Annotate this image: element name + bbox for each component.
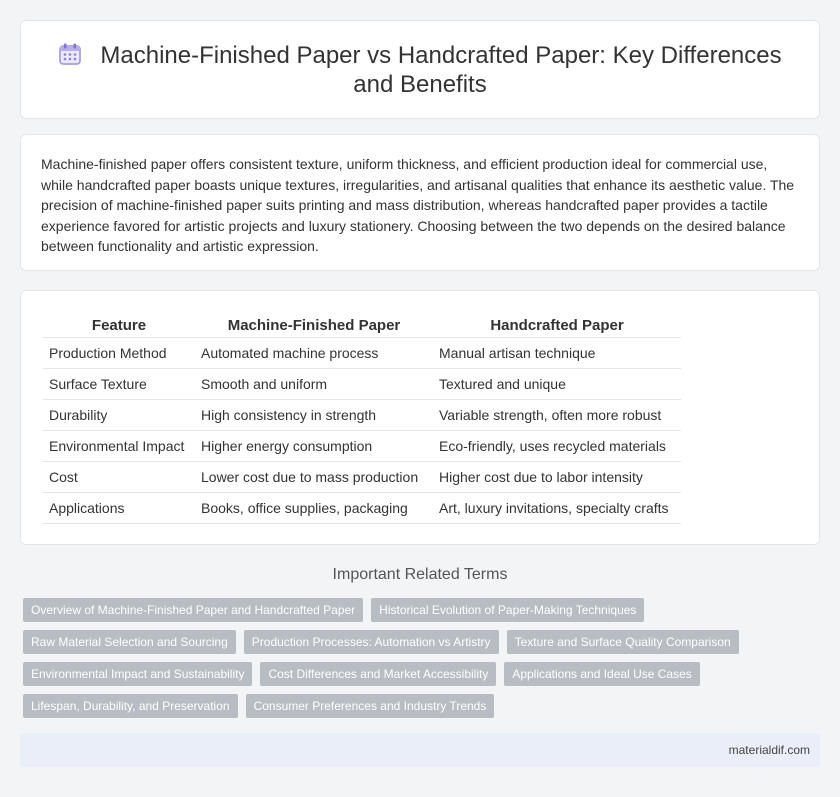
related-term-tag[interactable]: Texture and Surface Quality Comparison xyxy=(507,630,739,654)
table-row xyxy=(43,337,681,368)
related-term-tag[interactable]: Environmental Impact and Sustainability xyxy=(23,662,252,686)
related-term-tag[interactable]: Cost Differences and Market Accessibility xyxy=(260,662,496,686)
table-cell: Production Method xyxy=(43,337,195,368)
tag-row xyxy=(23,630,823,654)
table-row xyxy=(43,492,681,523)
table-cell: Variable strength, often more robust xyxy=(433,399,681,430)
comparison-table xyxy=(43,313,681,524)
tag-row xyxy=(23,694,823,718)
table-cell: Manual artisan technique xyxy=(433,337,681,368)
table-cell: Smooth and uniform xyxy=(195,368,433,399)
table-row xyxy=(43,368,681,399)
related-term-tag[interactable]: Consumer Preferences and Industry Trends xyxy=(246,694,495,718)
table-cell: Art, luxury invitations, specialty crafts xyxy=(433,492,681,523)
table-cell: Automated machine process xyxy=(195,337,433,368)
table-cell: Lower cost due to mass production xyxy=(195,461,433,492)
related-terms-title: Important Related Terms xyxy=(332,566,508,583)
table-cell: Surface Texture xyxy=(43,368,195,399)
column-header: Handcrafted Paper xyxy=(433,313,681,337)
table-header-row xyxy=(43,313,681,337)
related-term-tag[interactable]: Production Processes: Automation vs Artistry xyxy=(244,630,499,654)
table-cell: High consistency in strength xyxy=(195,399,433,430)
related-term-tag[interactable]: Raw Material Selection and Sourcing xyxy=(23,630,236,654)
table-cell: Higher cost due to labor intensity xyxy=(433,461,681,492)
header-card xyxy=(20,20,820,119)
comparison-card xyxy=(20,290,820,545)
footer xyxy=(20,733,820,767)
table-cell: Eco-friendly, uses recycled materials xyxy=(433,430,681,461)
tag-row xyxy=(23,598,823,622)
table-row xyxy=(43,399,681,430)
related-terms-tags xyxy=(23,598,823,726)
table-cell: Durability xyxy=(43,399,195,430)
calendar-icon xyxy=(58,42,82,66)
related-term-tag[interactable]: Overview of Machine-Finished Paper and Handcrafted Paper xyxy=(23,598,363,622)
table-row xyxy=(43,461,681,492)
table-cell: Cost xyxy=(43,461,195,492)
intro-paragraph: Machine-finished paper offers consistent texture, uniform thickness, and efficient production ideal for commercial use, while handcrafted paper boasts unique textures, irregularities, and artisanal qualities that enhance its aesthetic value. The precision of machine-finished paper suits printing and mass distribution, whereas handcrafted paper provides a tactile experience favored for artistic projects and luxury stationery. Choosing between the two depends on the desired balance between functionality and artistic expression. xyxy=(41,156,795,254)
table-cell: Applications xyxy=(43,492,195,523)
column-header: Machine-Finished Paper xyxy=(195,313,433,337)
related-term-tag[interactable]: Historical Evolution of Paper-Making Techniques xyxy=(371,598,644,622)
table-cell: Higher energy consumption xyxy=(195,430,433,461)
page-title-text: Machine-Finished Paper vs Handcrafted Paper: Key Differences and Benefits xyxy=(100,41,782,98)
table-row xyxy=(43,430,681,461)
table-cell: Environmental Impact xyxy=(43,430,195,461)
table-cell: Books, office supplies, packaging xyxy=(195,492,433,523)
related-term-tag[interactable]: Applications and Ideal Use Cases xyxy=(504,662,699,686)
column-header: Feature xyxy=(43,313,195,337)
footer-site-link[interactable]: materialdif.com xyxy=(728,743,810,757)
intro-card xyxy=(20,134,820,271)
related-term-tag[interactable]: Lifespan, Durability, and Preservation xyxy=(23,694,238,718)
page-title xyxy=(51,41,789,99)
title-wrap xyxy=(21,21,819,118)
tag-row xyxy=(23,662,823,686)
table-cell: Textured and unique xyxy=(433,368,681,399)
